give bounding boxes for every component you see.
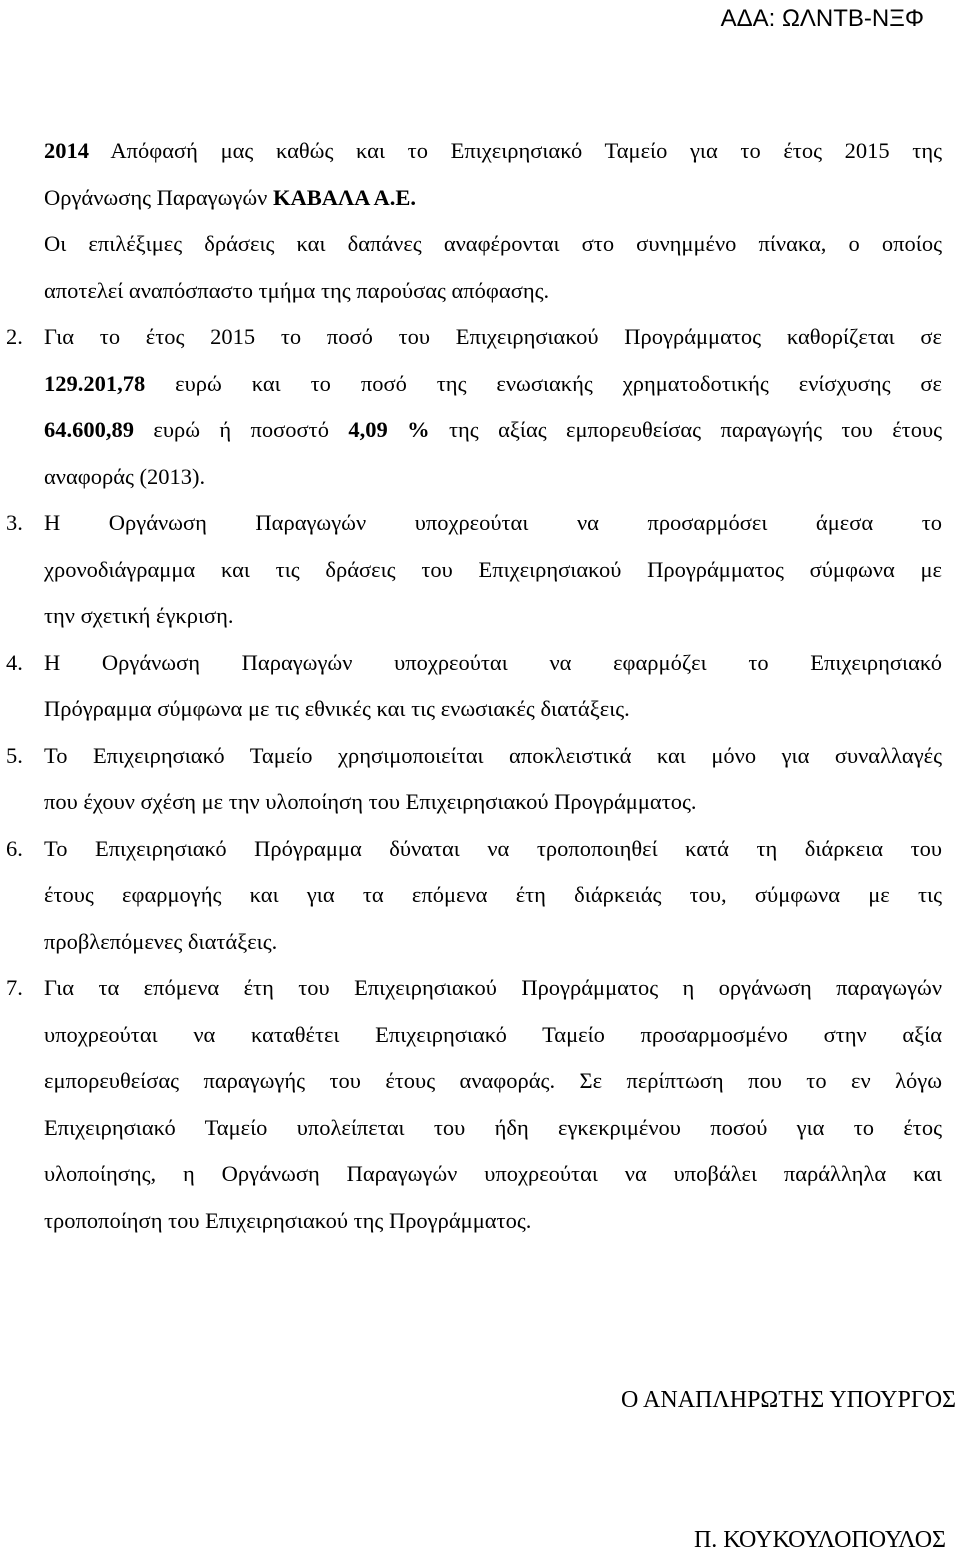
item-7-line-4: Επιχειρησιακό Ταμείο υπολείπεται του ήδη εγκεκριμένου ποσού για το έτος bbox=[44, 1114, 942, 1140]
item-number: 4. bbox=[6, 649, 23, 675]
item-3-line-3: την σχετική έγκριση. bbox=[44, 603, 234, 628]
intro-year: 2014 bbox=[44, 138, 89, 163]
item-2-line-1: Για το έτος 2015 το ποσό του Επιχειρησιακού Προγράμματος καθορίζεται σε bbox=[44, 324, 942, 349]
decision-body bbox=[6, 128, 943, 1244]
item-3-line-1: Η Οργάνωση Παραγωγών υποχρεούται να προσαρμόσει άμεσα το bbox=[44, 510, 942, 535]
list-item-5 bbox=[6, 733, 942, 826]
list-item-4 bbox=[6, 640, 942, 733]
intro-line-1-text: Απόφασή μας καθώς και το Επιχειρησιακό Ταμείο για το έτος 2015 της bbox=[89, 138, 942, 163]
item-7-line-3: εμπορευθείσας παραγωγής του έτους αναφοράς. Σε περίπτωση που το εν λόγω bbox=[44, 1068, 942, 1093]
item-7-line-6: τροποποίηση του Επιχειρησιακού της Προγράμματος. bbox=[44, 1207, 532, 1233]
intro-line-1 bbox=[44, 128, 942, 175]
aid-percentage: 4,09 % bbox=[348, 417, 430, 442]
item-number: 7. bbox=[6, 975, 23, 1000]
signatory-name: Π. ΚΟΥΚΟΥΛΟΠΟΥΛΟΣ bbox=[693, 1527, 946, 1553]
item-number: 2. bbox=[6, 324, 23, 349]
list-item-7 bbox=[6, 965, 942, 1244]
item-4-line-1: Η Οργάνωση Παραγωγών υποχρεούται να εφαρμόζει το Επιχειρησιακό bbox=[44, 649, 942, 675]
item-7-line-1: Για τα επόμενα έτη του Επιχειρησιακού Προγράμματος η οργάνωση παραγωγών bbox=[44, 975, 942, 1000]
item-7-line-2: υποχρεούται να καταθέτει Επιχειρησιακό Ταμείο προσαρμοσμένο στην αξία bbox=[44, 1021, 942, 1047]
signatory-title: Ο ΑΝΑΠΛΗΡΩΤΗΣ ΥΠΟΥΡΓΟΣ bbox=[621, 1387, 956, 1413]
intro-line-4: αποτελεί αναπόσπαστο τμήμα της παρούσας απόφασης. bbox=[44, 277, 550, 303]
item-5-line-2: που έχουν σχέση με την υλοποίηση του Επιχειρησιακού Προγράμματος. bbox=[44, 789, 697, 814]
item-6-line-3: προβλεπόμενες διατάξεις. bbox=[44, 928, 278, 954]
intro-line-2-text: Οργάνωσης Παραγωγών bbox=[44, 184, 273, 210]
item-number: 6. bbox=[6, 835, 23, 861]
program-amount: 129.201,78 bbox=[44, 370, 146, 396]
list-item-3 bbox=[6, 500, 942, 640]
item-3-line-2: χρονοδιάγραμμα και τις δράσεις του Επιχειρησιακού Προγράμματος σύμφωνα με bbox=[44, 556, 942, 582]
item-2-line-3: 64.600,89 ευρώ ή ποσοστό 4,09 % της αξίας εμπορευθείσας παραγωγής του έτους bbox=[44, 417, 943, 442]
item-2-line-2: 129.201,78 ευρώ και το ποσό της ενωσιακής χρηματοδοτικής ενίσχυσης σε bbox=[44, 370, 942, 396]
item-2-line-4: αναφοράς (2013). bbox=[44, 463, 206, 489]
item-number: 3. bbox=[6, 510, 23, 535]
intro-line-3: Οι επιλέξιμες δράσεις και δαπάνες αναφέρονται στο συνημμένο πίνακα, ο οποίος bbox=[44, 231, 942, 256]
item-number: 5. bbox=[6, 742, 23, 768]
item-5-line-1: Το Επιχειρησιακό Ταμείο χρησιμοποιείται αποκλειστικά και μόνο για συναλλαγές bbox=[44, 742, 942, 768]
list-item-2 bbox=[6, 314, 943, 500]
organization-name: ΚΑΒΑΛΑ Α.Ε. bbox=[272, 184, 417, 210]
item-6-line-1: Το Επιχειρησιακό Πρόγραμμα δύναται να τροποποιηθεί κατά τη διάρκεια του bbox=[44, 835, 942, 861]
list-item-6 bbox=[6, 826, 942, 966]
item-4-line-2: Πρόγραμμα σύμφωνα με τις εθνικές και τις ενωσιακές διατάξεις. bbox=[44, 696, 630, 721]
ada-code: ΑΔΑ: ΩΛΝΤΒ-ΝΞΦ bbox=[720, 5, 924, 32]
aid-amount: 64.600,89 bbox=[44, 417, 134, 442]
item-7-line-5: υλοποίησης, η Οργάνωση Παραγωγών υποχρεούται να υποβάλει παράλληλα και bbox=[44, 1161, 942, 1186]
intro-line-2 bbox=[44, 175, 942, 222]
item-6-line-2: έτους εφαρμογής και για τα επόμενα έτη διάρκειάς του, σύμφωνα με τις bbox=[44, 882, 942, 907]
